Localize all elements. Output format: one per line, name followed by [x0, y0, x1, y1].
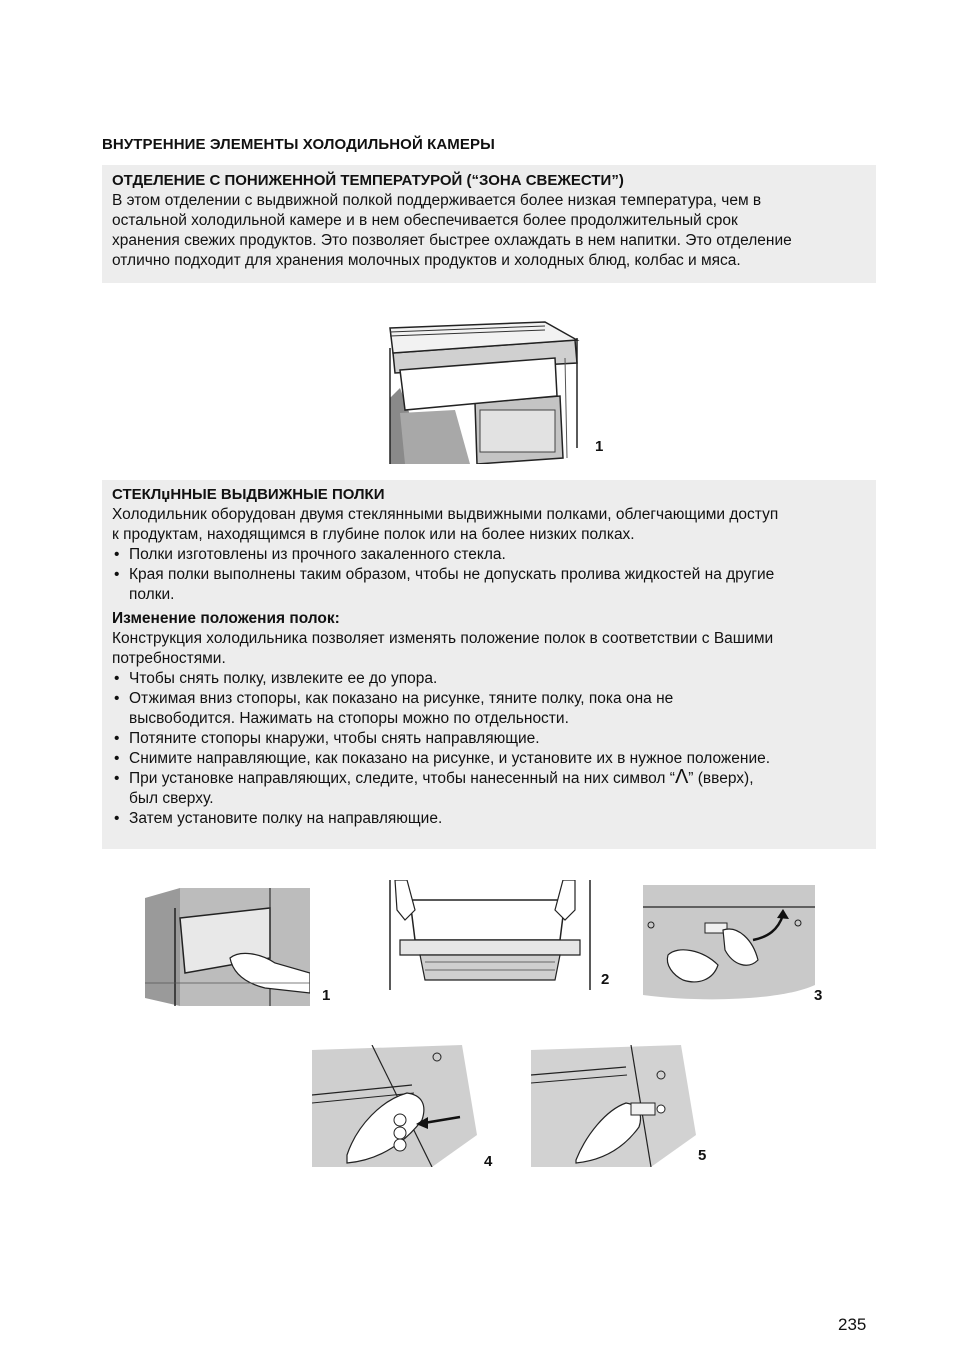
list-item-text: полки.: [129, 586, 175, 603]
list-item: [112, 545, 866, 565]
text-line: к продуктам, находящимся в глубине полок или на более низких полках.: [112, 526, 635, 543]
list-item-text: был сверху.: [129, 790, 214, 807]
section-glass-shelves: [102, 480, 876, 849]
fresh-zone-drawer-illustration: [385, 318, 585, 464]
list-item-text: Затем установите полку на направляющие.: [129, 810, 443, 827]
list-item: [112, 669, 866, 689]
list-item-text: Потяните стопоры кнаружи, чтобы снять направляющие.: [129, 730, 540, 747]
list-item: [112, 689, 866, 729]
text-line: Конструкция холодильника позволяет изменять положение полок в соответствии с Вашими: [112, 630, 774, 647]
section-fresh-zone: [102, 165, 876, 283]
figure-label: 1: [322, 987, 331, 1004]
text-line: остальной холодильной камере и в нем обеспечивается более продолжительный срок: [112, 212, 738, 229]
bullet-list: [112, 545, 866, 565]
guide-removal-illustration: [312, 1045, 477, 1167]
figure-label: 2: [601, 971, 610, 988]
figure-label: 1: [595, 438, 604, 455]
page-number: 235: [838, 1315, 867, 1334]
list-item-text: высвободится. Нажимать на стопоры можно по отдельности.: [129, 710, 569, 727]
shelf-remove-illustration: [385, 880, 595, 990]
list-item-text: Чтобы снять полку, извлеките ее до упора.: [129, 670, 438, 687]
list-item: [112, 749, 866, 769]
section-glass-shelves-title: СТЕКЛџННЫЕ ВЫДВИЖНЫЕ ПОЛКИ: [112, 486, 385, 503]
text-line: отлично подходит для хранения молочных продуктов и холодных блюд, колбас и мяса.: [112, 252, 741, 269]
list-item: [112, 766, 866, 809]
list-item-text: Снимите направляющие, как показано на рисунке, и установите их в нужное положение.: [129, 750, 771, 767]
text-line: хранения свежих продуктов. Это позволяет быстрее охлаждать в нем напитки. Это отделение: [112, 232, 792, 249]
text-line: Холодильник оборудован двумя стеклянными выдвижными полками, облегчающими доступ: [112, 506, 779, 523]
subheading: Изменение положения полок:: [112, 610, 340, 627]
list-item-text: При установке направляющих, следите, чтобы нанесенный на них символ “: [129, 770, 675, 787]
list-item: [112, 809, 866, 829]
guide-install-illustration: [531, 1045, 696, 1167]
figure-label: 4: [484, 1153, 493, 1170]
text-line: В этом отделении с выдвижной полкой поддерживается более низкая температура, чем в: [112, 192, 762, 209]
list-item-text: ” (вверх),: [688, 770, 754, 787]
section-fresh-zone-title: ОТДЕЛЕНИЕ С ПОНИЖЕННОЙ ТЕМПЕРАТУРОЙ (“ЗОНА СВЕЖЕСТИ”): [112, 172, 624, 189]
list-item: [112, 565, 866, 605]
up-symbol: Λ: [674, 766, 689, 788]
list-item: [112, 729, 866, 749]
shelf-pull-illustration: [145, 888, 310, 1006]
list-item-text: Отжимая вниз стопоры, как показано на рисунке, тяните полку, пока она не: [129, 690, 674, 707]
main-title: ВНУТРЕННИЕ ЭЛЕМЕНТЫ ХОЛОДИЛЬНОЙ КАМЕРЫ: [102, 136, 495, 153]
text-line: потребностями.: [112, 650, 226, 667]
list-item-text: Полки изготовлены из прочного закаленного стекла.: [129, 546, 506, 563]
bullet-list: [112, 565, 866, 605]
figure-label: 5: [698, 1147, 707, 1164]
list-item-text: Края полки выполнены таким образом, чтобы не допускать пролива жидкостей на другие: [129, 566, 775, 583]
bullet-list: [112, 669, 866, 829]
stopper-release-illustration: [643, 885, 815, 1005]
figure-label: 3: [814, 987, 823, 1004]
